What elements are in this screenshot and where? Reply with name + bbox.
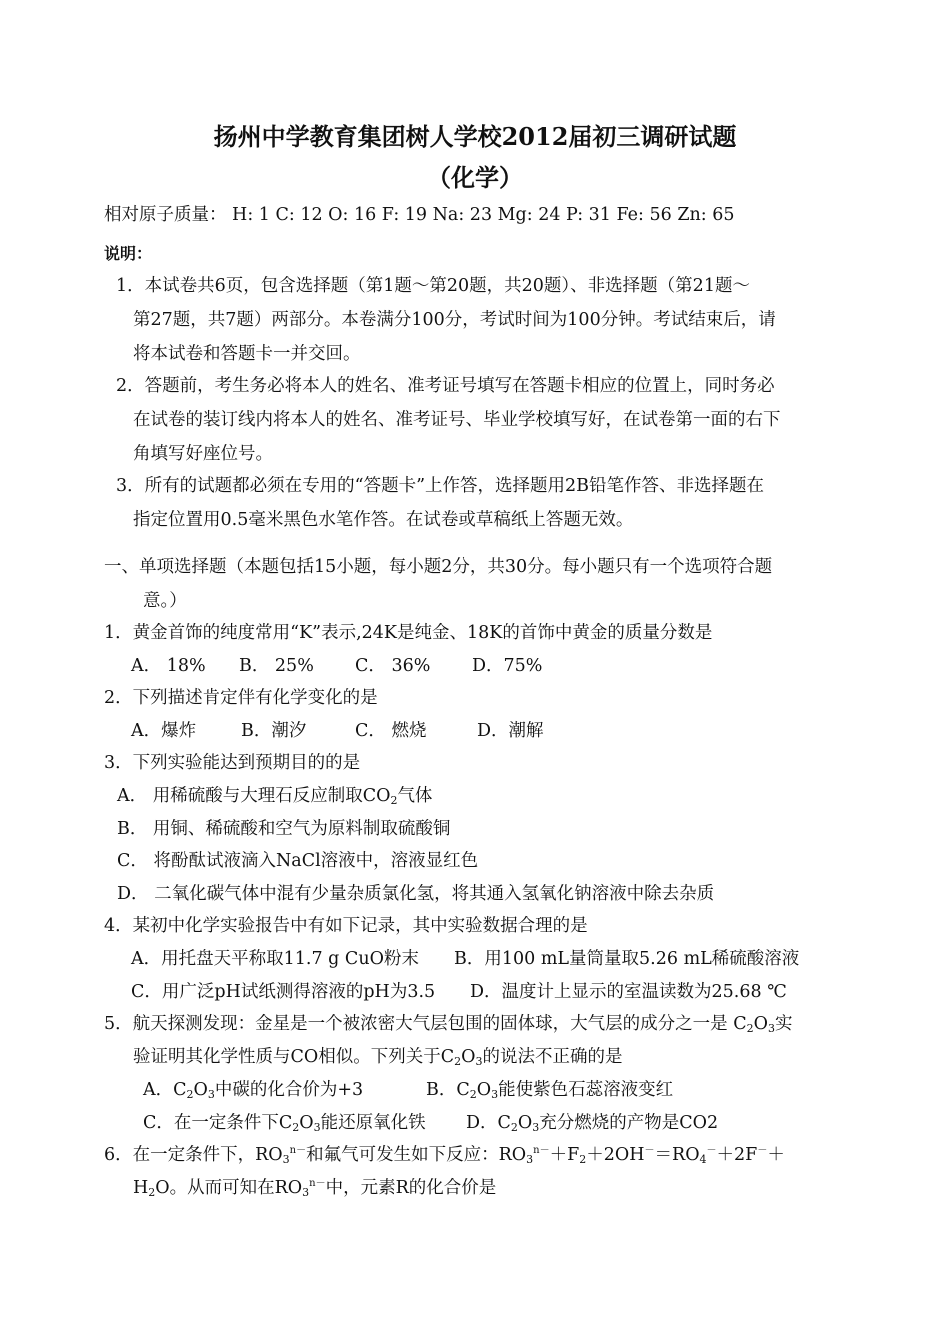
question-6-text: O。从而可知在RO [155,1178,303,1198]
question-3-option-a-text: A． 用稀硫酸与大理石反应制取CO [117,786,391,806]
question-1-option-c: C． 36% [355,656,431,676]
superscript: － [757,1145,768,1156]
atomic-mass-line: 相对原子质量： H: 1 C: 12 O: 16 F: 19 Na: 23 Mg: 24 P: 31 Fe: 56 Zn: 65 [104,205,735,225]
question-4-option-b: B．用100 mL量筒量取5.26 mL稀硫酸溶液 [454,949,800,969]
question-6-text: ＋F [549,1145,580,1165]
question-5-stem-tail: 实 [774,1014,793,1034]
subscript: 3 [313,1121,321,1134]
question-5-stem-text-2: 验证明其化学性质与CO相似。下列关于C [133,1047,455,1067]
note-1-line-2: 第27题，共7题）两部分。本卷满分100分，考试时间为100分钟。考试结束后，请 [133,310,776,330]
subscript: 2 [469,1088,477,1101]
oxygen-symbol: O [193,1080,208,1100]
question-3-option-a-tail: 气体 [397,786,433,806]
question-4-stem: 4．某初中化学实验报告中有如下记录，其中实验数据合理的是 [104,916,588,936]
question-5-option-b-text: B．C [426,1080,470,1100]
question-5-option-d-tail: 充分燃烧的产物是CO2 [539,1113,719,1133]
question-6-stem-line-1 [104,1143,785,1167]
subscript: 2 [454,1055,462,1068]
question-6-stem-line-2 [133,1176,496,1200]
question-5-option-c-text: C．在一定条件下C [143,1113,293,1133]
question-2-stem: 2．下列描述肯定伴有化学变化的是 [104,688,378,708]
subscript: 3 [532,1121,540,1134]
question-5-option-c [143,1111,426,1135]
subscript: 2 [579,1153,587,1166]
question-5-stem-tail-2: 的说法不正确的是 [482,1047,623,1067]
question-6-text: H [133,1178,149,1198]
note-3-line-2: 指定位置用0.5毫米黑色水笔作答。在试卷或草稿纸上答题无效。 [133,510,634,530]
question-6-text: ＋ [767,1145,785,1165]
superscript: n－ [289,1145,307,1156]
subscript: 3 [526,1153,534,1166]
section-1-heading-line-1: 一、单项选择题（本题包括15小题，每小题2分，共30分。每小题只有一个选项符合题 [104,557,773,577]
superscript: － [644,1145,655,1156]
question-4-option-c: C．用广泛pH试纸测得溶液的pH为3.5 [131,982,436,1002]
subscript: 2 [148,1186,156,1199]
question-6-text: 和氟气可发生如下反应：RO [306,1145,527,1165]
question-6-text: 中，元素R的化合价是 [325,1178,497,1198]
note-3-line-1: 3．所有的试题都必须在专用的“答题卡”上作答，选择题用2B铅笔作答、非选择题在 [116,476,765,496]
oxygen-symbol: O [461,1047,476,1067]
superscript: n－ [309,1178,326,1189]
question-2-option-a: A．爆炸 [131,721,197,741]
question-5-stem-text: 5．航天探测发现：金星是一个被浓密大气层包围的固体球，大气层的成分之一是 C [104,1014,747,1034]
subscript: 3 [767,1022,775,1035]
question-5-option-d-text: D．C [466,1113,511,1133]
subscript: 2 [186,1088,194,1101]
subscript: 3 [302,1186,310,1199]
question-5-stem-line-1 [104,1012,792,1036]
question-1-option-a: A． 18% [131,656,206,676]
question-5-option-c-tail: 能还原氧化铁 [320,1113,426,1133]
page-subtitle: （化学） [427,163,523,192]
question-6-text: ＝RO [654,1145,700,1165]
subscript: 3 [491,1088,499,1101]
question-1-option-b: B． 25% [239,656,314,676]
oxygen-symbol: O [517,1113,533,1133]
question-5-option-a-text: A．C [143,1080,187,1100]
question-1-option-d: D．75% [472,656,543,676]
question-5-stem-line-2 [133,1045,623,1069]
note-1-line-3: 将本试卷和答题卡一并交回。 [133,344,361,364]
question-5-option-b-tail: 能使紫色石蕊溶液变红 [498,1080,674,1100]
question-3-option-d: D． 二氧化碳气体中混有少量杂质氯化氢，将其通入氢氧化钠溶液中除去杂质 [117,884,715,904]
question-5-option-b [426,1078,673,1102]
question-3-option-b: B． 用铜、稀硫酸和空气为原料制取硫酸铜 [117,819,451,839]
page-title: 扬州中学教育集团树人学校2012届初三调研试题 [213,122,737,151]
subscript: 3 [282,1153,290,1166]
question-6-text: 6．在一定条件下，RO [104,1145,283,1165]
note-2-line-2: 在试卷的装订线内将本人的姓名、准考证号、毕业学校填写好，在试卷第一面的右下 [133,410,781,430]
notes-heading: 说明： [104,244,153,263]
section-1-heading-line-2: 意。） [143,591,187,611]
subscript: 2 [390,794,398,807]
question-6-text: ＋2F [716,1145,758,1165]
question-5-option-a-tail: 中碳的化合价为+3 [214,1080,364,1100]
note-2-line-3: 角填写好座位号。 [133,444,273,464]
question-3-stem: 3．下列实验能达到预期目的的是 [104,753,361,773]
question-4-option-d: D．温度计上显示的室温读数为25.68 ℃ [470,982,787,1002]
note-2-line-1: 2．答题前，考生务必将本人的姓名、准考证号填写在答题卡相应的位置上，同时务必 [116,376,775,396]
question-3-option-c: C． 将酚酞试液滴入NaCl溶液中，溶液显红色 [117,851,479,871]
question-2-option-c: C． 燃烧 [355,721,427,741]
subscript: 3 [475,1055,483,1068]
superscript: － [706,1145,717,1156]
question-2-option-d: D．潮解 [477,721,544,741]
subscript: 2 [292,1121,300,1134]
question-4-option-a: A．用托盘天平称取11.7 g CuO粉末 [131,949,419,969]
question-5-option-a [143,1078,363,1102]
superscript: n－ [533,1145,550,1156]
question-5-option-d [466,1111,718,1135]
subscript: 2 [746,1022,754,1035]
oxygen-symbol: O [753,1014,768,1034]
note-1-line-1: 1．本试卷共6页，包含选择题（第1题～第20题，共20题）、非选择题（第21题～ [116,276,750,296]
oxygen-symbol: O [299,1113,314,1133]
subscript: 4 [699,1153,707,1166]
oxygen-symbol: O [476,1080,492,1100]
question-3-option-a [117,784,432,808]
subscript: 3 [207,1088,215,1101]
question-1-stem: 1．黄金首饰的纯度常用“K”表示,24K是纯金、18K的首饰中黄金的质量分数是 [104,623,713,643]
question-2-option-b: B．潮汐 [241,721,307,741]
subscript: 2 [510,1121,518,1134]
question-6-text: ＋2OH [586,1145,645,1165]
